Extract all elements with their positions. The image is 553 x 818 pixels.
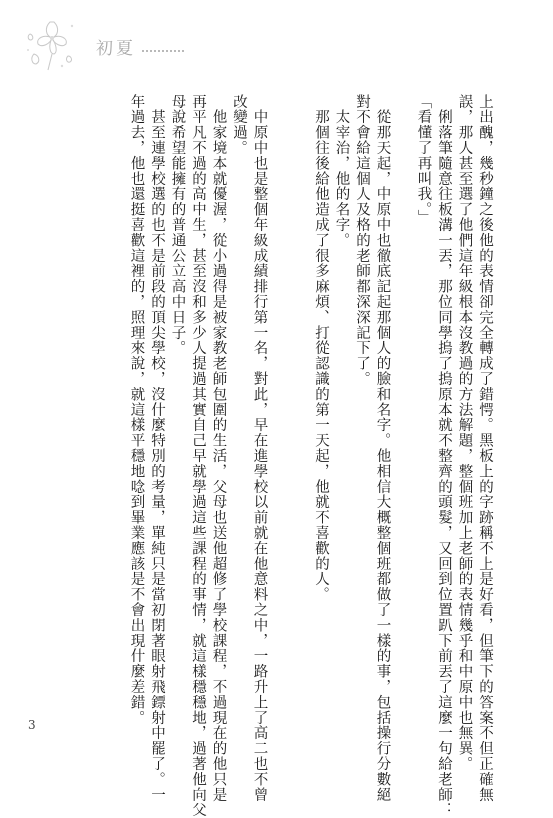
text-column: 甚至連學校選的也不是前段的頂尖學校，沒什麼特別的考量，單純只是當初閉著眼射飛鏢射中罷了。一: [149, 94, 165, 803]
text-column: 太宰治，他的名字。: [333, 94, 350, 248]
text-column: 改變過。: [231, 94, 247, 156]
page-number: 3: [28, 718, 36, 732]
text-column: 俐落筆隨意往板溝一丟，那位同學摀了摀原本就不整齊的頭髮，又回到位置趴下前丟了這麼一句給老師：: [436, 94, 452, 818]
text-column: 誤，那人甚至選了他們這年級根本沒教過的方法解題，整個班加上老師的表情幾乎和中原中也無異。: [456, 94, 473, 772]
text-column: 「看懂了再叫我。」: [415, 94, 432, 226]
text-column: 中原中也是整個年級成績排行第一名，對此，早在進學校以前就在他意料之中，一路升上了高二也不曾: [251, 94, 268, 803]
vertical-text-body: [72, 94, 493, 818]
running-header-title: 初夏: [96, 39, 136, 59]
header-dotted-rule: [142, 46, 184, 52]
text-column: 母說希望能擁有的普通公立高中日子。: [169, 94, 186, 356]
text-column: 年過去，他也還挺喜歡這裡的，照理來說，就這樣平穩地唸到畢業應該是不會出現什麼差錯。: [128, 94, 145, 726]
text-column: 那個往後給他造成了很多麻煩、打從認識的第一天起，他就不喜歡的人。: [313, 94, 329, 603]
text-column: 他家境本就優渥，從小過得是被家教老師包圍的生活，父母也送他超修了學校課程，不過現在的他只是: [210, 94, 227, 803]
text-column: 對不會給這個人及格的老師都深深記下了。: [354, 94, 370, 387]
text-column: 從那天起，中原中也徹底記起那個人的臉和名字。他相信大概整個班都做了一樣的事，包括操行分數絕: [374, 94, 391, 803]
flower-sketch-icon: [22, 14, 82, 72]
text-column: 上出醜，幾秒鐘之後他的表情卻完全轉成了錯愕。黑板上的字跡稱不上是好看，但筆下的答案不但正確無: [477, 94, 493, 803]
text-column: 再平凡不過的高中生，甚至沒和多少人提過其實自己早就學過這些課程的事情，就這樣穩穩地，過著他向父: [190, 94, 206, 818]
